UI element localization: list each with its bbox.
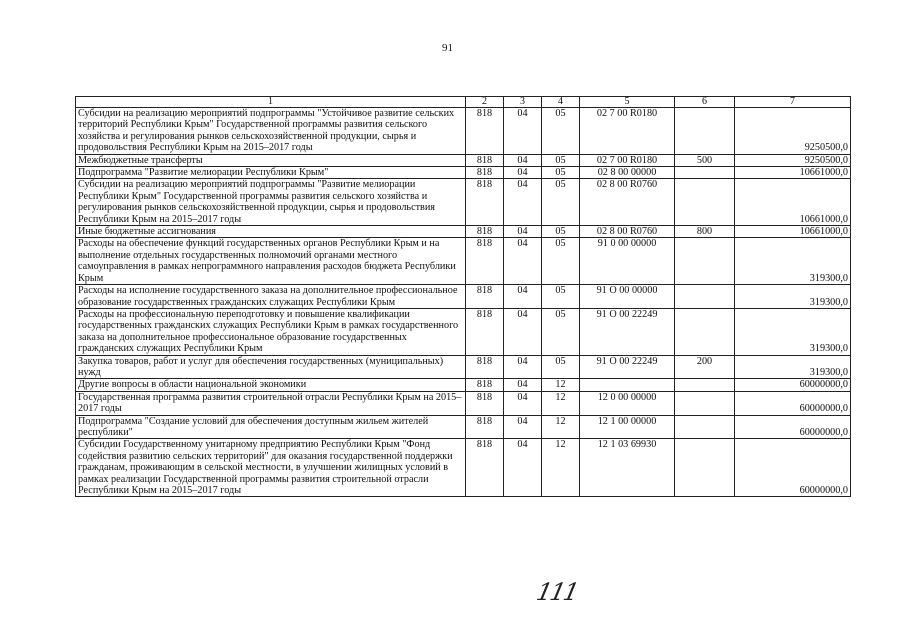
cell-ministry-code: 818 [466,167,504,179]
cell-subsection-code: 05 [542,179,580,226]
cell-ministry-code: 818 [466,379,504,391]
cell-amount: 10661000,0 [735,226,851,238]
cell-target-article: 02 7 00 R0180 [580,154,675,166]
cell-expense-type [675,391,735,415]
cell-target-article: 12 1 00 00000 [580,415,675,439]
cell-ministry-code: 818 [466,179,504,226]
cell-subsection-code: 12 [542,391,580,415]
table-row [76,179,851,226]
cell-expense-type [675,167,735,179]
cell-amount: 319300,0 [735,355,851,379]
cell-description: Подпрограмма "Развитие мелиорации Республики Крым" [76,167,466,179]
cell-expense-type: 200 [675,355,735,379]
cell-description: Расходы на исполнение государственного заказа на дополнительное профессиональное образование государственных гражданских служащих Республики Крым [76,285,466,309]
cell-target-article: 12 1 03 69930 [580,439,675,497]
cell-target-article: 91 0 00 00000 [580,238,675,285]
cell-expense-type: 500 [675,154,735,166]
cell-amount: 9250500,0 [735,154,851,166]
cell-expense-type [675,415,735,439]
cell-subsection-code: 05 [542,226,580,238]
cell-subsection-code: 05 [542,355,580,379]
cell-description: Государственная программа развития строительной отрасли Республики Крым на 2015–2017 годы [76,391,466,415]
cell-target-article: 91 О 00 22249 [580,355,675,379]
cell-subsection-code: 05 [542,238,580,285]
page-number: 91 [442,42,453,54]
cell-amount: 9250500,0 [735,108,851,155]
cell-ministry-code: 818 [466,308,504,355]
cell-subsection-code: 05 [542,154,580,166]
cell-description: Субсидии на реализацию мероприятий подпрограммы "Устойчивое развитие сельских территорий Республики Крым" Государственной программы развития сельского хозяйства и регулирования рынков сельскохозяйственной продукции, сырья и продовольствия Республики Крым на 2015–2017 годы [76,108,466,155]
table-row [76,308,851,355]
cell-amount: 10661000,0 [735,167,851,179]
table-row [76,238,851,285]
cell-subsection-code: 12 [542,379,580,391]
cell-subsection-code: 05 [542,167,580,179]
cell-ministry-code: 818 [466,238,504,285]
cell-expense-type [675,308,735,355]
header-col-5: 5 [580,97,675,108]
cell-target-article: 02 8 00 00000 [580,167,675,179]
header-col-4: 4 [542,97,580,108]
cell-subsection-code: 05 [542,285,580,309]
table-row [76,108,851,155]
cell-ministry-code: 818 [466,415,504,439]
cell-description: Закупка товаров, работ и услуг для обеспечения государственных (муниципальных) нужд [76,355,466,379]
cell-amount: 10661000,0 [735,179,851,226]
table-row [76,154,851,166]
table-row [76,226,851,238]
cell-expense-type [675,379,735,391]
cell-expense-type [675,285,735,309]
cell-target-article: 91 О 00 22249 [580,308,675,355]
header-col-1: 1 [76,97,466,108]
table-row [76,415,851,439]
cell-expense-type [675,108,735,155]
cell-ministry-code: 818 [466,355,504,379]
cell-amount: 60000000,0 [735,391,851,415]
cell-section-code: 04 [504,415,542,439]
cell-section-code: 04 [504,108,542,155]
cell-section-code: 04 [504,308,542,355]
cell-ministry-code: 818 [466,154,504,166]
cell-expense-type [675,439,735,497]
cell-subsection-code: 05 [542,308,580,355]
cell-amount: 60000000,0 [735,439,851,497]
cell-ministry-code: 818 [466,391,504,415]
cell-description: Подпрограмма "Создание условий для обеспечения доступным жильем жителей республики" [76,415,466,439]
cell-description: Расходы на профессиональную переподготовку и повышение квалификации государственных гражданских служащих Республики Крым в рамках государственного заказа на дополнительное профессиональное образование государственных гражданских служащих Республики Крым [76,308,466,355]
cell-section-code: 04 [504,285,542,309]
cell-section-code: 04 [504,238,542,285]
table-row [76,167,851,179]
cell-target-article: 02 8 00 R0760 [580,179,675,226]
table-row [76,355,851,379]
cell-description: Субсидии Государственному унитарному предприятию Республики Крым "Фонд содействия развитию сельских территорий" для оказания государственной поддержки гражданам, проживающим в сельской местности, в улучшении жилищных условий в рамках реализации Государственной программы развития строительной отрасли Республики Крым на 2015–2017 годы [76,439,466,497]
cell-target-article: 91 О 00 00000 [580,285,675,309]
table-header-row [76,97,851,108]
cell-description: Субсидии на реализацию мероприятий подпрограммы "Развитие мелиорации Республики Крым" Государственной программы развития сельского хозяйства и регулирования рынков сельскохозяйственной продукции, сырья и продовольствия Республики Крым на 2015–2017 годы [76,179,466,226]
cell-ministry-code: 818 [466,285,504,309]
header-col-6: 6 [675,97,735,108]
cell-ministry-code: 818 [466,226,504,238]
table-row [76,391,851,415]
cell-section-code: 04 [504,167,542,179]
table-row [76,439,851,497]
cell-target-article: 02 7 00 R0180 [580,108,675,155]
header-col-2: 2 [466,97,504,108]
budget-table [75,96,851,497]
cell-section-code: 04 [504,179,542,226]
cell-section-code: 04 [504,226,542,238]
cell-description: Расходы на обеспечение функций государственных органов Республики Крым и на выполнение отдельных государственных полномочий органами местного самоуправления в рамках непрограммного направления расходов бюджета Республики Крым [76,238,466,285]
cell-amount: 60000000,0 [735,379,851,391]
cell-ministry-code: 818 [466,439,504,497]
cell-section-code: 04 [504,154,542,166]
handwritten-page-mark: 111 [534,578,580,606]
header-col-3: 3 [504,97,542,108]
cell-section-code: 04 [504,355,542,379]
cell-target-article: 12 0 00 00000 [580,391,675,415]
table-row [76,285,851,309]
cell-section-code: 04 [504,391,542,415]
cell-expense-type [675,179,735,226]
cell-expense-type [675,238,735,285]
cell-subsection-code: 12 [542,439,580,497]
cell-description: Другие вопросы в области национальной экономики [76,379,466,391]
cell-target-article: 02 8 00 R0760 [580,226,675,238]
cell-section-code: 04 [504,439,542,497]
cell-expense-type: 800 [675,226,735,238]
cell-section-code: 04 [504,379,542,391]
cell-subsection-code: 12 [542,415,580,439]
cell-amount: 319300,0 [735,285,851,309]
table-row [76,379,851,391]
cell-amount: 319300,0 [735,238,851,285]
cell-ministry-code: 818 [466,108,504,155]
cell-description: Иные бюджетные ассигнования [76,226,466,238]
cell-amount: 60000000,0 [735,415,851,439]
header-col-7: 7 [735,97,851,108]
cell-target-article [580,379,675,391]
cell-subsection-code: 05 [542,108,580,155]
cell-amount: 319300,0 [735,308,851,355]
cell-description: Межбюджетные трансферты [76,154,466,166]
